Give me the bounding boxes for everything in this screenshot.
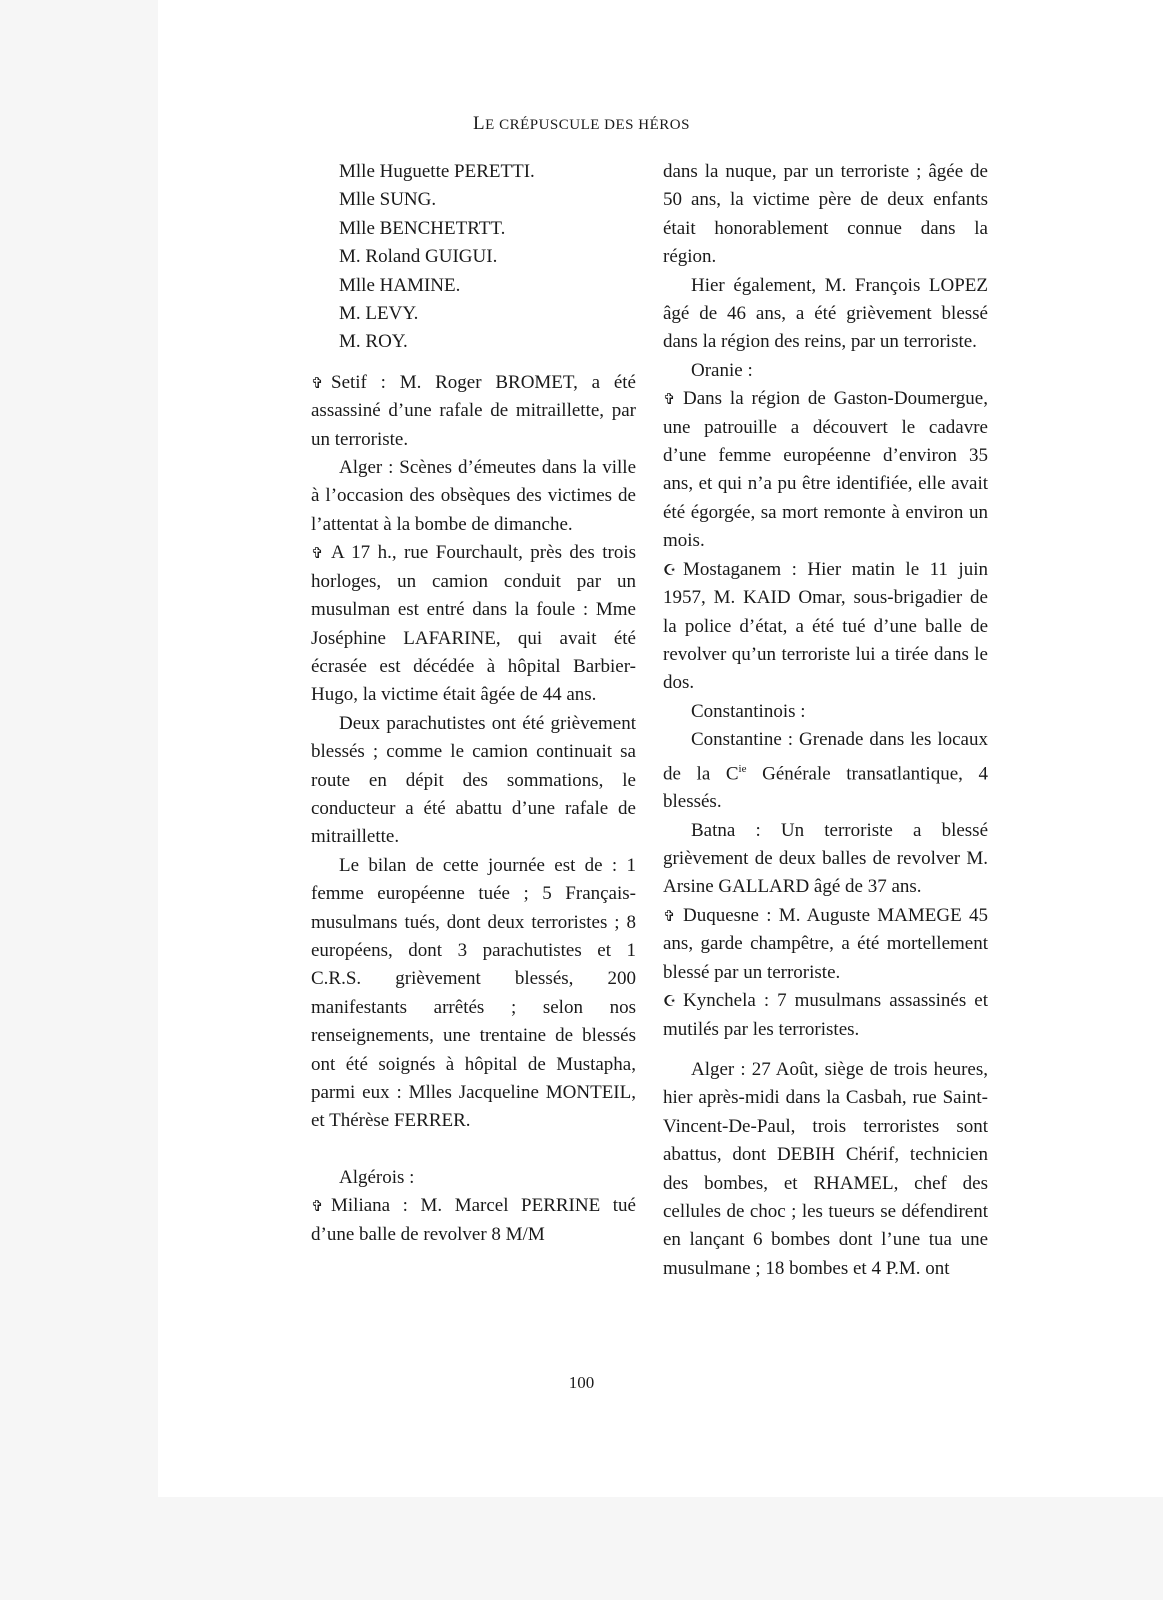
entry-bilan: Le bilan de cette journée est de : 1 femme européenne tuée ; 5 Français-musulmans tués, dont deux terroristes ; 8 européens, dont 3 parachutistes et 1 C.R.S. grièvement blessés, 200 manifestants arrêtés ; selon nos renseignements, une trentaine de blessés ont été soignés à hôpital de Mustapha, parmi eux : Mlles Jacqueline MONTEIL, et Thérèse FERRER.	[311, 854, 636, 1132]
crescent-icon: ☪	[663, 992, 677, 1011]
entry-continuation: dans la nuque, par un terroriste ; âgée de 50 ans, la victime père de deux enfants était honorablement connue dans la région.	[663, 161, 988, 268]
cross-icon: ✞	[311, 373, 324, 392]
name-line: Mlle HAMINE.	[339, 274, 461, 296]
name-line: Mlle Huguette PERETTI.	[339, 161, 535, 182]
entry-parachutistes: Deux parachutistes ont été grièvement blessés ; comme le camion continuait sa route en dépit des sommations, le conducteur a été abattu d’une rafale de mitraillette.	[311, 712, 636, 848]
entry-mostaganem: ☪ Mostaganem : Hier matin le 11 juin 1957, M. KAID Omar, sous-brigadier de la police d’état, a été tué d’une balle de revolver qu’un terroriste lui a tirée dans le dos.	[663, 556, 988, 698]
left-column	[311, 158, 636, 1249]
name-line: Mlle SUNG.	[339, 189, 437, 211]
entry-kynchela: ☪ Kynchela : 7 musulmans assassinés et mutilés par les terroristes.	[663, 987, 988, 1044]
entry-miliana: ✞ Miliana : M. Marcel PERRINE tué d’une balle de revolver 8 M/M	[311, 1192, 636, 1249]
entry-alger-casbah: Alger : 27 Août, siège de trois heures, hier après-midi dans la Casbah, rue Saint-Vincent-De-Paul, trois terroristes sont abattus, dont DEBIH Chérif, technicien des bombes, et RHAMEL, chef des cellules de choc ; les tueurs se défendirent en lançant 6 bombes dont l’une tua une musulmane ; 18 bombes et 4 P.M. ont	[663, 1058, 988, 1279]
crescent-icon: ☪	[663, 560, 677, 579]
running-header: LE CRÉPUSCULE DES HÉROS	[473, 113, 690, 134]
cross-icon: ✞	[663, 390, 676, 409]
cross-icon: ✞	[311, 1197, 324, 1216]
region-heading-oranie: Oranie :	[691, 359, 753, 381]
name-line: M. LEVY.	[339, 303, 419, 325]
right-column	[663, 158, 988, 1283]
entry-lopez: Hier également, M. François LOPEZ âgé de 46 ans, a été grièvement blessé dans la région des reins, par un terroriste.	[663, 274, 988, 353]
entry-constantine: Constantine : Grenade dans les locaux de la $C^{ie}$ Générale transatlantique, 4 blessés.	[663, 729, 988, 813]
cross-icon: ✞	[311, 544, 324, 563]
page-number: 100	[568, 1373, 595, 1392]
region-heading-constantinois: Constantinois :	[691, 700, 806, 722]
entry-duquesne: ✞ Duquesne : M. Auguste MAMEGE 45 ans, garde champêtre, a été mortellement blessé par un terroriste.	[663, 902, 988, 987]
entry-alger: Alger : Scènes d’émeutes dans la ville à l’occasion des obsèques des victimes de l’attentat à la bombe de dimanche.	[311, 457, 636, 535]
scanned-page	[158, 0, 1163, 1497]
entry-17h: ✞ A 17 h., rue Fourchault, près des trois horloges, un camion conduit par un musulman est entré dans la foule : Mme Joséphine LAFARINE, qui avait été écrasée est décédée à hôpital Barbier-Hugo, la victime était âgée de 44 ans.	[311, 539, 636, 709]
name-line: M. ROY.	[339, 331, 408, 353]
entry-batna: Batna : Un terroriste a blessé grièvement de deux balles de revolver M. Arsine GALLARD âgé de 37 ans.	[663, 819, 988, 898]
entry-setif: ✞ Setif : M. Roger BROMET, a été assassiné d’une rafale de mitraillette, par un terroriste.	[311, 369, 636, 454]
cross-icon: ✞	[663, 906, 676, 925]
name-line: M. Roland GUIGUI.	[339, 246, 498, 268]
entry-gaston-doumergue: ✞ Dans la région de Gaston-Doumergue, une patrouille a découvert le cadavre d’une femme européenne d’environ 35 ans, et qui n’a pu être identifiée, elle avait été égorgée, sa mort remonte à environ un mois.	[663, 385, 988, 555]
name-line: Mlle BENCHETRTT.	[339, 217, 506, 239]
region-heading-algerois: Algérois :	[339, 1166, 415, 1188]
